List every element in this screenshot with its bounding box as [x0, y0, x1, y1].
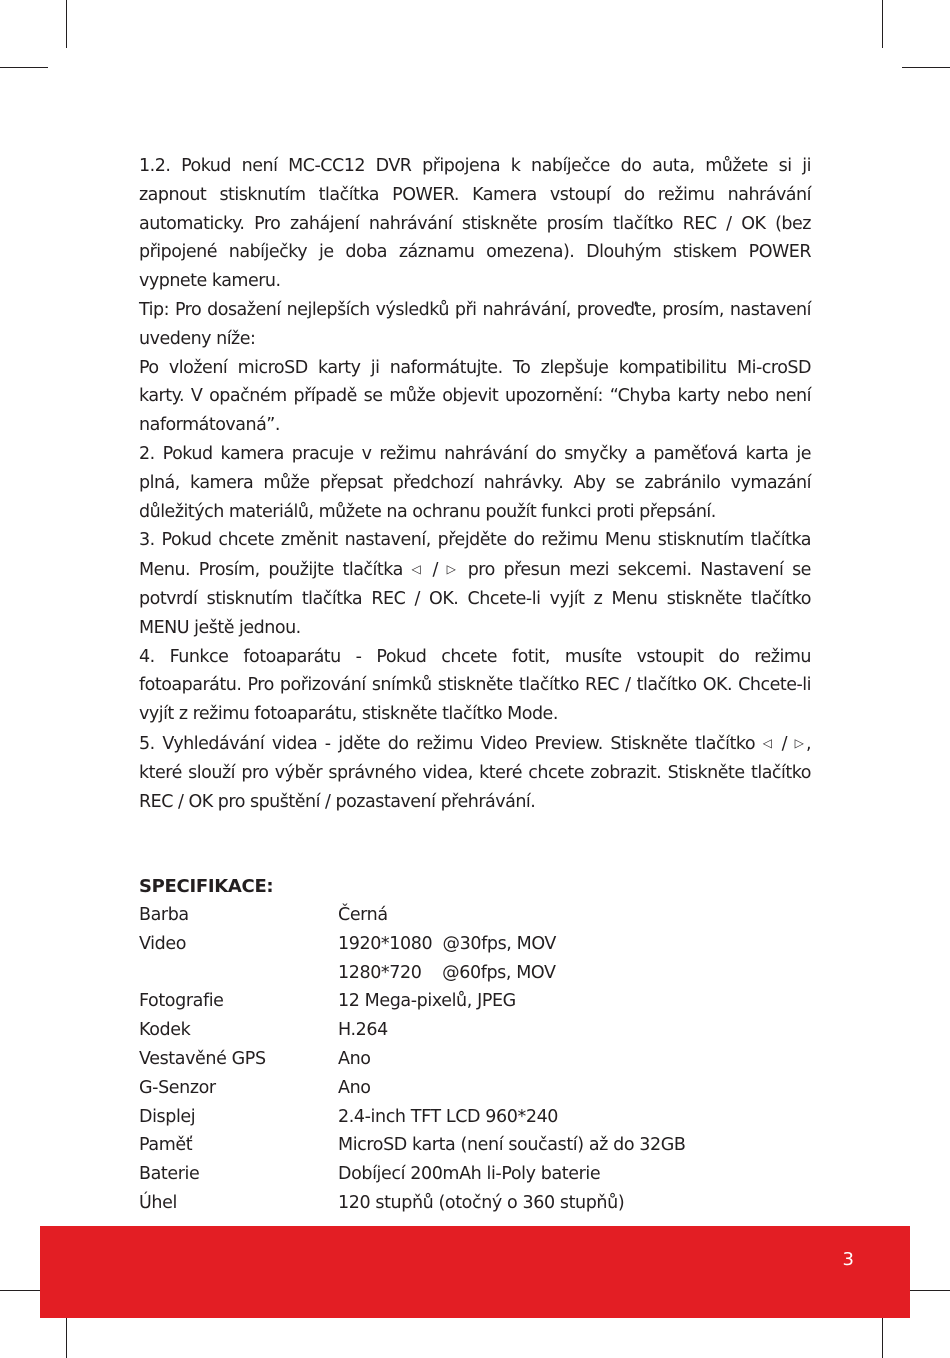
- crop-mark: [882, 0, 883, 48]
- spec-label: Displej: [139, 1106, 196, 1127]
- spec-value: 12 Mega-pixelů, JPEG: [338, 991, 516, 1012]
- body-text: [139, 152, 811, 816]
- paragraph-format: Po vložení microSD karty ji naformátujte. To zlepšuje kompatibilitu Mi-croSD karty. V opačném případě se může objevit upozornění: “Chyba karty nebo není naformátovaná”.: [139, 357, 811, 436]
- paragraph-video-preview: [139, 729, 811, 816]
- paragraph-video-text-end: , které slouží pro výběr správného videa, které chcete zobrazit. Stiskněte tlačítko REC / OK pro spuštění / pozastavení přehrávání.: [139, 733, 812, 812]
- paragraph-menu-text: 3. Pokud chcete změnit nastavení, přejděte do režimu Menu stisknutím tlačítka Menu. Prosím, použijte tlačítka: [139, 530, 811, 581]
- right-arrow-icon: ▷: [794, 735, 806, 750]
- spec-row: [139, 1074, 819, 1103]
- specs-heading: SPECIFIKACE:: [139, 876, 274, 897]
- spec-label: Kodek: [139, 1020, 191, 1041]
- paragraph-tip: Tip: Pro dosažení nejlepších výsledků při nahrávání, proveďte, prosím, nastavení uvedeny níže:: [139, 299, 811, 349]
- page-number: 3: [842, 1249, 854, 1270]
- spec-label: Vestavěné GPS: [139, 1048, 266, 1069]
- spec-label: Barba: [139, 905, 189, 925]
- specs-table: [139, 901, 819, 1218]
- spec-row: [139, 1103, 819, 1132]
- spec-label: Fotografie: [139, 991, 224, 1012]
- spec-value: MicroSD karta (není součastí) až do 32GB: [338, 1135, 686, 1156]
- paragraph-loop: 2. Pokud kamera pracuje v režimu nahrávání do smyčky a paměťová karta je plná, kamera může přepsat předchozí nahrávky. Aby se zabránilo vymazání důležitých materiálů, můžete na ochranu použít funkci proti přepsání.: [139, 443, 811, 522]
- spec-value: Ano: [338, 1048, 371, 1069]
- crop-mark: [0, 67, 48, 68]
- spec-value: 1280*720 @60fps, MOV: [338, 962, 556, 983]
- spec-row: [139, 1160, 819, 1189]
- spec-value: Ano: [338, 1077, 371, 1098]
- arrow-separator: /: [774, 733, 795, 754]
- left-arrow-icon: ◁: [411, 562, 424, 577]
- left-arrow-icon: ◁: [762, 735, 774, 750]
- spec-row: [139, 930, 819, 959]
- spec-row: [139, 1016, 819, 1045]
- spec-row: [139, 1131, 819, 1160]
- spec-value: 2.4-inch TFT LCD 960*240: [338, 1106, 559, 1127]
- spec-row: [139, 959, 819, 988]
- spec-label: Baterie: [139, 1164, 200, 1185]
- arrow-separator: /: [423, 560, 447, 581]
- spec-label: Video: [139, 933, 187, 954]
- footer-bar: [40, 1226, 910, 1318]
- spec-value: H.264: [338, 1020, 388, 1041]
- spec-value: 120 stupňů (otočný o 360 stupňů): [338, 1192, 625, 1213]
- crop-mark: [902, 67, 950, 68]
- spec-row: [139, 1045, 819, 1074]
- right-arrow-icon: ▷: [446, 562, 459, 577]
- spec-value: 1920*1080 @30fps, MOV: [338, 933, 556, 954]
- spec-value: Černá: [338, 905, 388, 925]
- paragraph-menu: [139, 526, 811, 642]
- spec-value: Dobíjecí 200mAh li-Poly baterie: [338, 1164, 601, 1185]
- spec-label: G-Senzor: [139, 1077, 216, 1098]
- spec-row: [139, 1189, 819, 1218]
- spec-label: [139, 959, 338, 988]
- paragraph-camera: 4. Funkce fotoaparátu - Pokud chcete fotit, musíte vstoupit do režimu fotoaparátu. Pro pořizování snímků stiskněte tlačítko REC / tlačítko OK. Chcete-li vyjít z režimu fotoaparátu, stiskněte tlačítko Mode.: [139, 646, 811, 725]
- paragraph-power: 1.2. Pokud není MC-CC12 DVR připojena k nabíječce do auta, můžete si ji zapnout stisknutím tlačítka POWER. Kamera vstoupí do režimu nahrávání automaticky. Pro zahájení nahrávání stiskněte prosím tlačítko REC / OK (bez připojené nabíječky je doba záznamu omezena). Dlouhým stiskem POWER vypnete kameru.: [139, 156, 811, 292]
- paragraph-menu-text-end: pro přesun mezi sekcemi. Nastavení se potvrdí stisknutím tlačítka REC / OK. Chcete-li vyjít z Menu stiskněte tlačítko MENU ještě jednou.: [139, 560, 811, 638]
- spec-row: [139, 901, 819, 930]
- crop-mark: [66, 0, 67, 48]
- spec-row: [139, 987, 819, 1016]
- paragraph-video-text: 5. Vyhledávání videa - jděte do režimu Video Preview. Stiskněte tlačítko: [139, 733, 756, 754]
- spec-label: Paměť: [139, 1135, 193, 1156]
- spec-label: Úhel: [139, 1192, 177, 1213]
